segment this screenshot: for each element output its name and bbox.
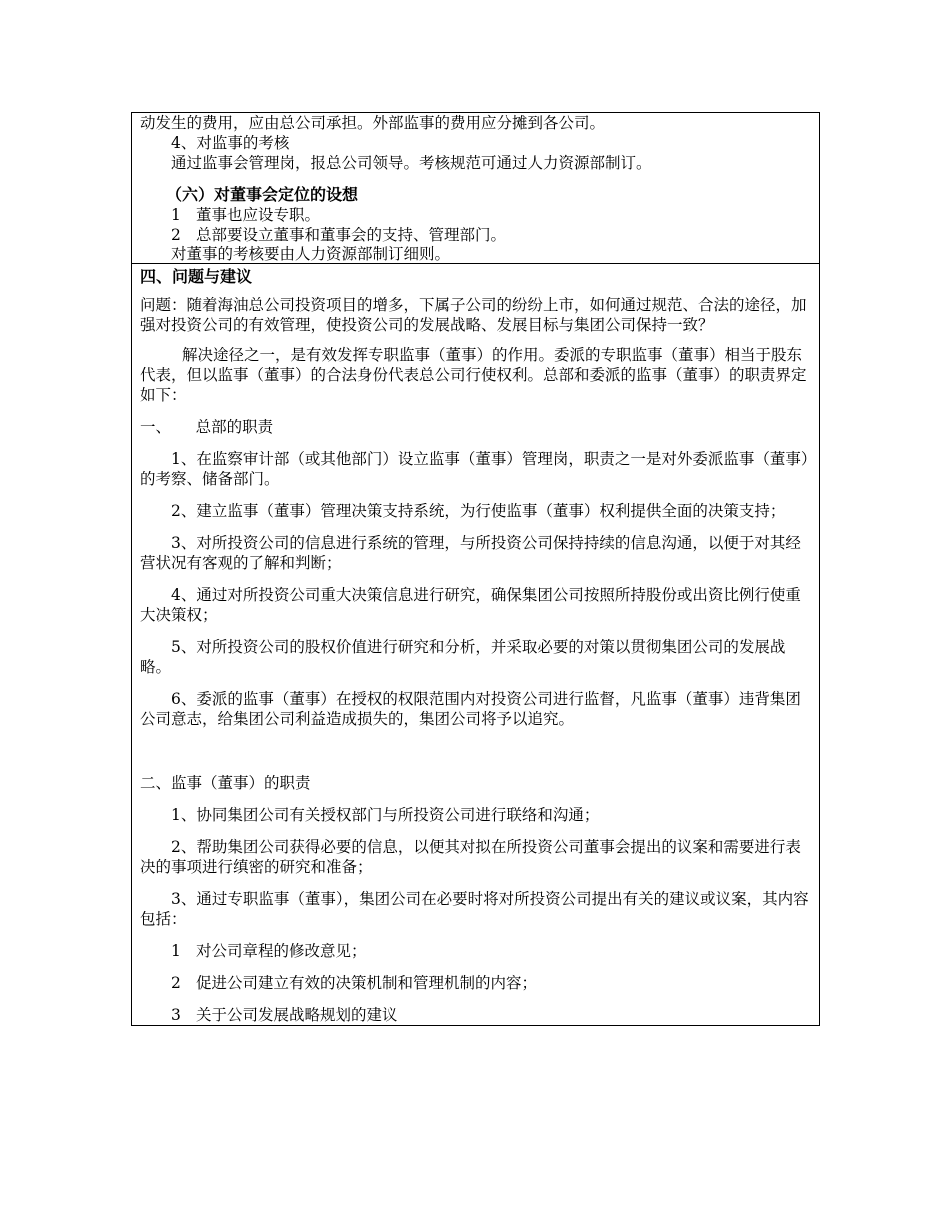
sub-list-item [140, 1005, 811, 1025]
duty-item: 6、委派的监事（董事）在授权的权限范围内对投资公司进行监督，凡监事（董事）违背集团公司意志，给集团公司利益造成损失的，集团公司将予以追究。 [140, 690, 801, 728]
duty-item: 3、对所投资公司的信息进行系统的管理，与所投资公司保持持续的信息沟通，以便于对其经营状况有客观的了解和判断； [140, 534, 801, 572]
list-number: 3 [171, 1006, 181, 1024]
text-line: 通过监事会管理岗，报总公司领导。考核规范可通过人力资源部制订。 [171, 154, 652, 172]
sub-list-item [140, 973, 811, 993]
section-title: 一、 总部的职责 [140, 418, 274, 436]
sub-list-item [140, 941, 811, 961]
duty-item: 5、对所投资公司的股权价值进行研究和分析，并采取必要的对策以贯彻集团公司的发展战略。 [140, 638, 786, 676]
duty-item: 1、协同集团公司有关授权部门与所投资公司进行联络和沟通； [171, 806, 600, 824]
list-item [140, 205, 811, 225]
text-line: 对董事的考核要由人力资源部制订细则。 [171, 245, 451, 263]
duty-item: 2、建立监事（董事）管理决策支持系统，为行使监事（董事）权利提供全面的决策支持； [171, 502, 786, 520]
duty-item: 4、通过对所投资公司重大决策信息进行研究，确保集团公司按照所持股份或出资比例行使重大决策权； [140, 586, 801, 624]
section-title: （六）对董事会定位的设想 [166, 185, 359, 204]
section-heading: 四、问题与建议 [140, 267, 253, 286]
solution-paragraph: 解决途径之一，是有效发挥专职监事（董事）的作用。委派的专职监事（董事）相当于股东代表，但以监事（董事）的合法身份代表总公司行使权利。总部和委派的监事（董事）的职责界定如下： [140, 346, 807, 404]
question-paragraph: 问题：随着海油总公司投资项目的增多，下属子公司的纷纷上市，如何通过规范、合法的途径，加强对投资公司的有效管理，使投资公司的发展战略、发展目标与集团公司保持一致？ [140, 296, 807, 334]
duty-item: 2、帮助集团公司获得必要的信息，以便其对拟在所投资公司董事会提出的议案和需要进行表决的事项进行缜密的研究和准备； [140, 838, 801, 876]
list-text: 总部要设立董事和董事会的支持、管理部门。 [196, 226, 507, 244]
document-table [131, 112, 820, 1026]
list-number: 1 [171, 206, 181, 224]
list-text: 促进公司建立有效的决策机制和管理机制的内容； [196, 974, 538, 992]
duty-item: 3、通过专职监事（董事），集团公司在必要时将对所投资公司提出有关的建议或议案，其内容包括： [140, 890, 809, 928]
text-line: 4、对监事的考核 [171, 134, 290, 152]
list-number: 2 [171, 974, 181, 992]
list-item [140, 225, 811, 245]
list-text: 对公司章程的修改意见； [196, 942, 367, 960]
duty-item: 1、在监察审计部（或其他部门）设立监事（董事）管理岗，职责之一是对外委派监事（董事）的考察、储备部门。 [140, 450, 809, 488]
table-cell-bottom [132, 267, 819, 1025]
section-title: 二、监事（董事）的职责 [140, 774, 311, 792]
list-number: 1 [171, 942, 181, 960]
list-text: 董事也应设专职。 [196, 206, 321, 224]
table-cell-top [132, 113, 819, 264]
list-text: 关于公司发展战略规划的建议 [196, 1006, 398, 1024]
text-line: 动发生的费用，应由总公司承担。外部监事的费用应分摊到各公司。 [140, 114, 606, 132]
list-number: 2 [171, 226, 181, 244]
